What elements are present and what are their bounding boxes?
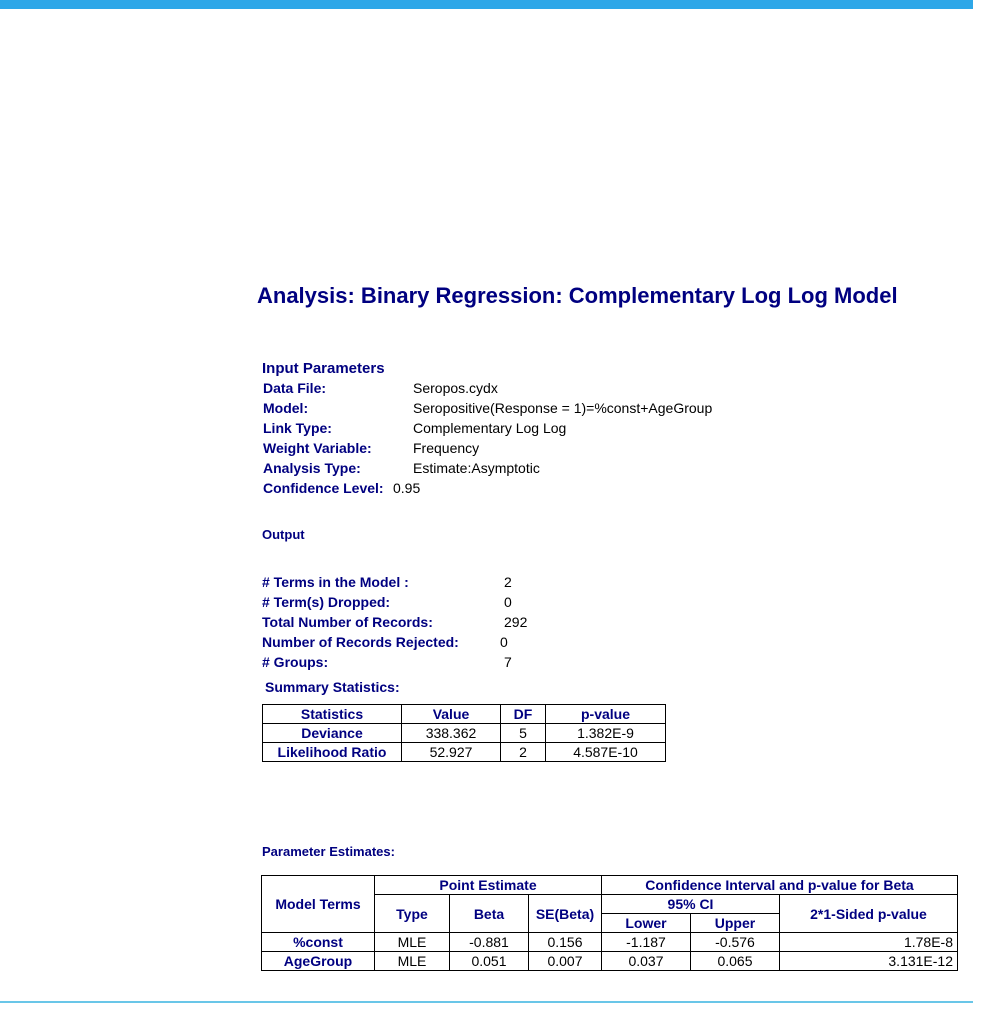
cell: MLE [375, 952, 450, 971]
cell: 338.362 [402, 724, 501, 743]
cell: 3.131E-12 [780, 952, 958, 971]
cell: -0.576 [691, 933, 780, 952]
input-parameters-heading: Input Parameters [262, 360, 385, 377]
col-header-type: Type [375, 895, 450, 933]
cell: -0.881 [450, 933, 529, 952]
param-value: 0.95 [393, 480, 421, 496]
col-header: Statistics [263, 705, 402, 724]
col-header-upper: Upper [691, 914, 780, 933]
output-heading: Output [262, 527, 305, 542]
bottom-divider [0, 1001, 973, 1003]
col-header-point-estimate: Point Estimate [375, 876, 602, 895]
table-row [263, 743, 666, 762]
summary-statistics-heading: Summary Statistics: [265, 679, 400, 695]
table-row [262, 933, 958, 952]
cell: -1.187 [602, 933, 691, 952]
cell: 0.065 [691, 952, 780, 971]
cell: 0.007 [529, 952, 602, 971]
output-key: Number of Records Rejected: [262, 634, 459, 650]
output-value: 0 [504, 594, 512, 610]
param-key: Weight Variable: [263, 440, 372, 456]
cell: 2 [501, 743, 546, 762]
row-label: Deviance [263, 724, 402, 743]
page-title: Analysis: Binary Regression: Complementary Log Log Model [257, 283, 898, 308]
output-value: 292 [504, 614, 528, 630]
cell: 1.382E-9 [546, 724, 666, 743]
col-header-ci95: 95% CI [602, 895, 780, 914]
col-header: p-value [546, 705, 666, 724]
cell: 0.156 [529, 933, 602, 952]
cell: 0.037 [602, 952, 691, 971]
param-value: Seropos.cydx [413, 380, 498, 396]
top-accent-bar [0, 0, 973, 9]
output-value: 7 [504, 654, 512, 670]
table-row [263, 724, 666, 743]
output-key: # Term(s) Dropped: [262, 594, 391, 610]
cell: 52.927 [402, 743, 501, 762]
col-header-pvalue: 2*1-Sided p-value [780, 895, 958, 933]
col-header: Value [402, 705, 501, 724]
param-value: Estimate:Asymptotic [413, 460, 540, 476]
row-label: Likelihood Ratio [263, 743, 402, 762]
param-key: Confidence Level: [263, 480, 384, 496]
cell: 5 [501, 724, 546, 743]
col-header-lower: Lower [602, 914, 691, 933]
summary-statistics-table [262, 704, 666, 762]
col-header: DF [501, 705, 546, 724]
cell: MLE [375, 933, 450, 952]
cell: 1.78E-8 [780, 933, 958, 952]
table-header-row [262, 876, 958, 895]
output-key: # Terms in the Model : [262, 574, 409, 590]
parameter-estimates-heading: Parameter Estimates: [262, 844, 395, 859]
parameter-estimates-table [261, 875, 958, 971]
output-key: # Groups: [262, 654, 329, 670]
col-header-model-terms: Model Terms [262, 876, 375, 933]
cell: 0.051 [450, 952, 529, 971]
param-key: Analysis Type: [263, 460, 361, 476]
col-header-ci-group: Confidence Interval and p-value for Beta [602, 876, 958, 895]
col-header-se: SE(Beta) [529, 895, 602, 933]
output-value: 2 [504, 574, 512, 590]
row-label: %const [262, 933, 375, 952]
param-key: Data File: [263, 380, 327, 396]
table-row [262, 952, 958, 971]
param-value: Seropositive(Response = 1)=%const+AgeGroup [413, 400, 713, 416]
param-key: Link Type: [263, 420, 332, 436]
output-key: Total Number of Records: [262, 614, 433, 630]
cell: 4.587E-10 [546, 743, 666, 762]
table-header-row [263, 705, 666, 724]
col-header-beta: Beta [450, 895, 529, 933]
param-value: Complementary Log Log [413, 420, 567, 436]
output-value: 0 [500, 634, 508, 650]
param-key: Model: [263, 400, 309, 416]
row-label: AgeGroup [262, 952, 375, 971]
param-value: Frequency [413, 440, 480, 456]
